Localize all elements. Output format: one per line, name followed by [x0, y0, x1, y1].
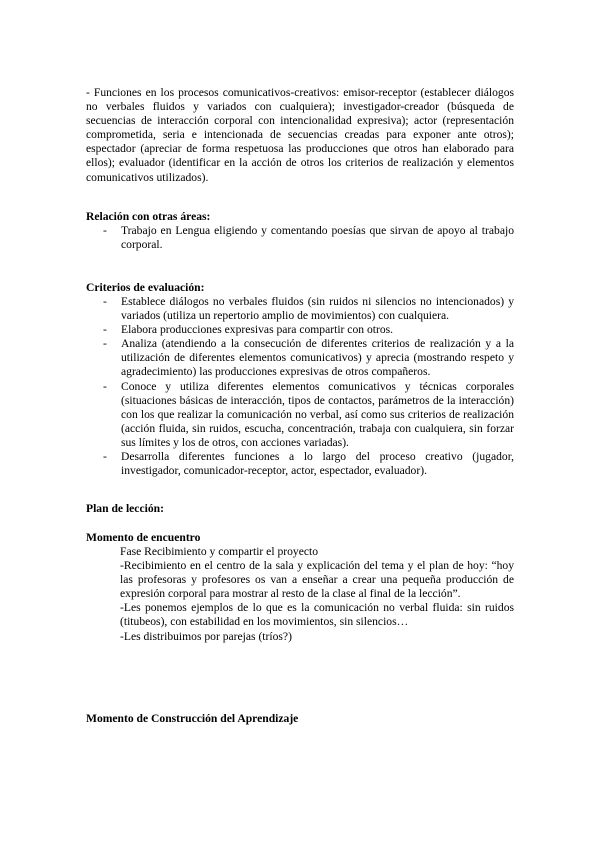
dash-bullet: -	[103, 323, 107, 337]
list-item-text: Establece diálogos no verbales fluidos (sin ruidos ni silencios no intencionados) y variados (utiliza un repertorio amplio de movimientos) con cualquiera.	[121, 295, 514, 323]
relacion-list	[86, 224, 514, 252]
encuentro-heading: Momento de encuentro	[86, 531, 201, 544]
list-item-text: Elabora producciones expresivas para compartir con otros.	[121, 323, 394, 337]
encuentro-line: -Les ponemos ejemplos de lo que es la comunicación no verbal fluida: sin ruidos (titubeos), con estabilidad en los movimientos, sin silencios…	[120, 601, 514, 629]
list-item	[86, 380, 514, 450]
encuentro-body	[120, 545, 514, 644]
dash-bullet: -	[103, 295, 107, 308]
encuentro-line: Fase Recibimiento y compartir el proyecto	[120, 545, 318, 558]
plan-heading: Plan de lección:	[86, 502, 164, 515]
criterios-heading: Criterios de evaluación:	[86, 281, 205, 294]
dash-bullet: -	[103, 379, 107, 393]
list-item	[86, 323, 514, 337]
relacion-heading: Relación con otras áreas:	[86, 210, 211, 223]
dash-bullet: -	[103, 337, 107, 351]
intro-paragraph: - Funciones en los procesos comunicativos-creativos: emisor-receptor (establecer diálogos no verbales fluidos y variados con cualquiera); investigador-creador (búsqueda de secuencias de interacción corporal con intencionalidad expresiva); actor (representación comprometida, seria e intencionada de secuencias creadas para exponer ante otros); espectador (apreciar de forma respetuosa las producciones que otros han elaborado para ellos); evaluador (identificar en la acción de otros los criterios de realización y elementos comunicativos utilizados).	[86, 86, 514, 184]
list-item-text: Conoce y utiliza diferentes elementos comunicativos y técnicas corporales (situaciones básicas de interacción, tipos de contactos, parámetros de la interacción) con los que realizar la comunicación no verbal, así como sus criterios de realización (acción fluida, sin ruidos, escucha, concentración, trabaja con cualquiera, sin forzar sus límites y los de otros, con acciones variadas).	[121, 379, 514, 449]
list-item	[86, 224, 514, 252]
dash-bullet: -	[103, 450, 107, 464]
encuentro-line: -Les distribuimos por parejas (tríos?)	[120, 629, 292, 643]
list-item-text: Desarrolla diferentes funciones a lo largo del proceso creativo (jugador, investigador, comunicador-receptor, actor, espectador, evaluador).	[121, 450, 514, 478]
list-item-text: Analiza (atendiendo a la consecución de diferentes criterios de realización y a la utilización de diferentes elementos comunicativos) y aprecia (mostrando respeto y agradecimiento) las producciones expresivas de otros compañeros.	[121, 337, 514, 379]
criterios-list	[86, 295, 514, 478]
dash-bullet: -	[103, 224, 107, 237]
list-item-text: Trabajo en Lengua eligiendo y comentando poesías que sirvan de apoyo al trabajo corporal.	[121, 224, 514, 252]
list-item	[86, 450, 514, 478]
list-item	[86, 337, 514, 379]
encuentro-line: -Recibimiento en el centro de la sala y explicación del tema y el plan de hoy: “hoy las profesoras y profesores os van a enseñar a crear una pequeña producción de expresión corporal para mostrar al resto de la clase al final de la lección”.	[120, 559, 514, 601]
list-item	[86, 295, 514, 323]
construccion-heading: Momento de Construcción del Aprendizaje	[86, 712, 299, 725]
